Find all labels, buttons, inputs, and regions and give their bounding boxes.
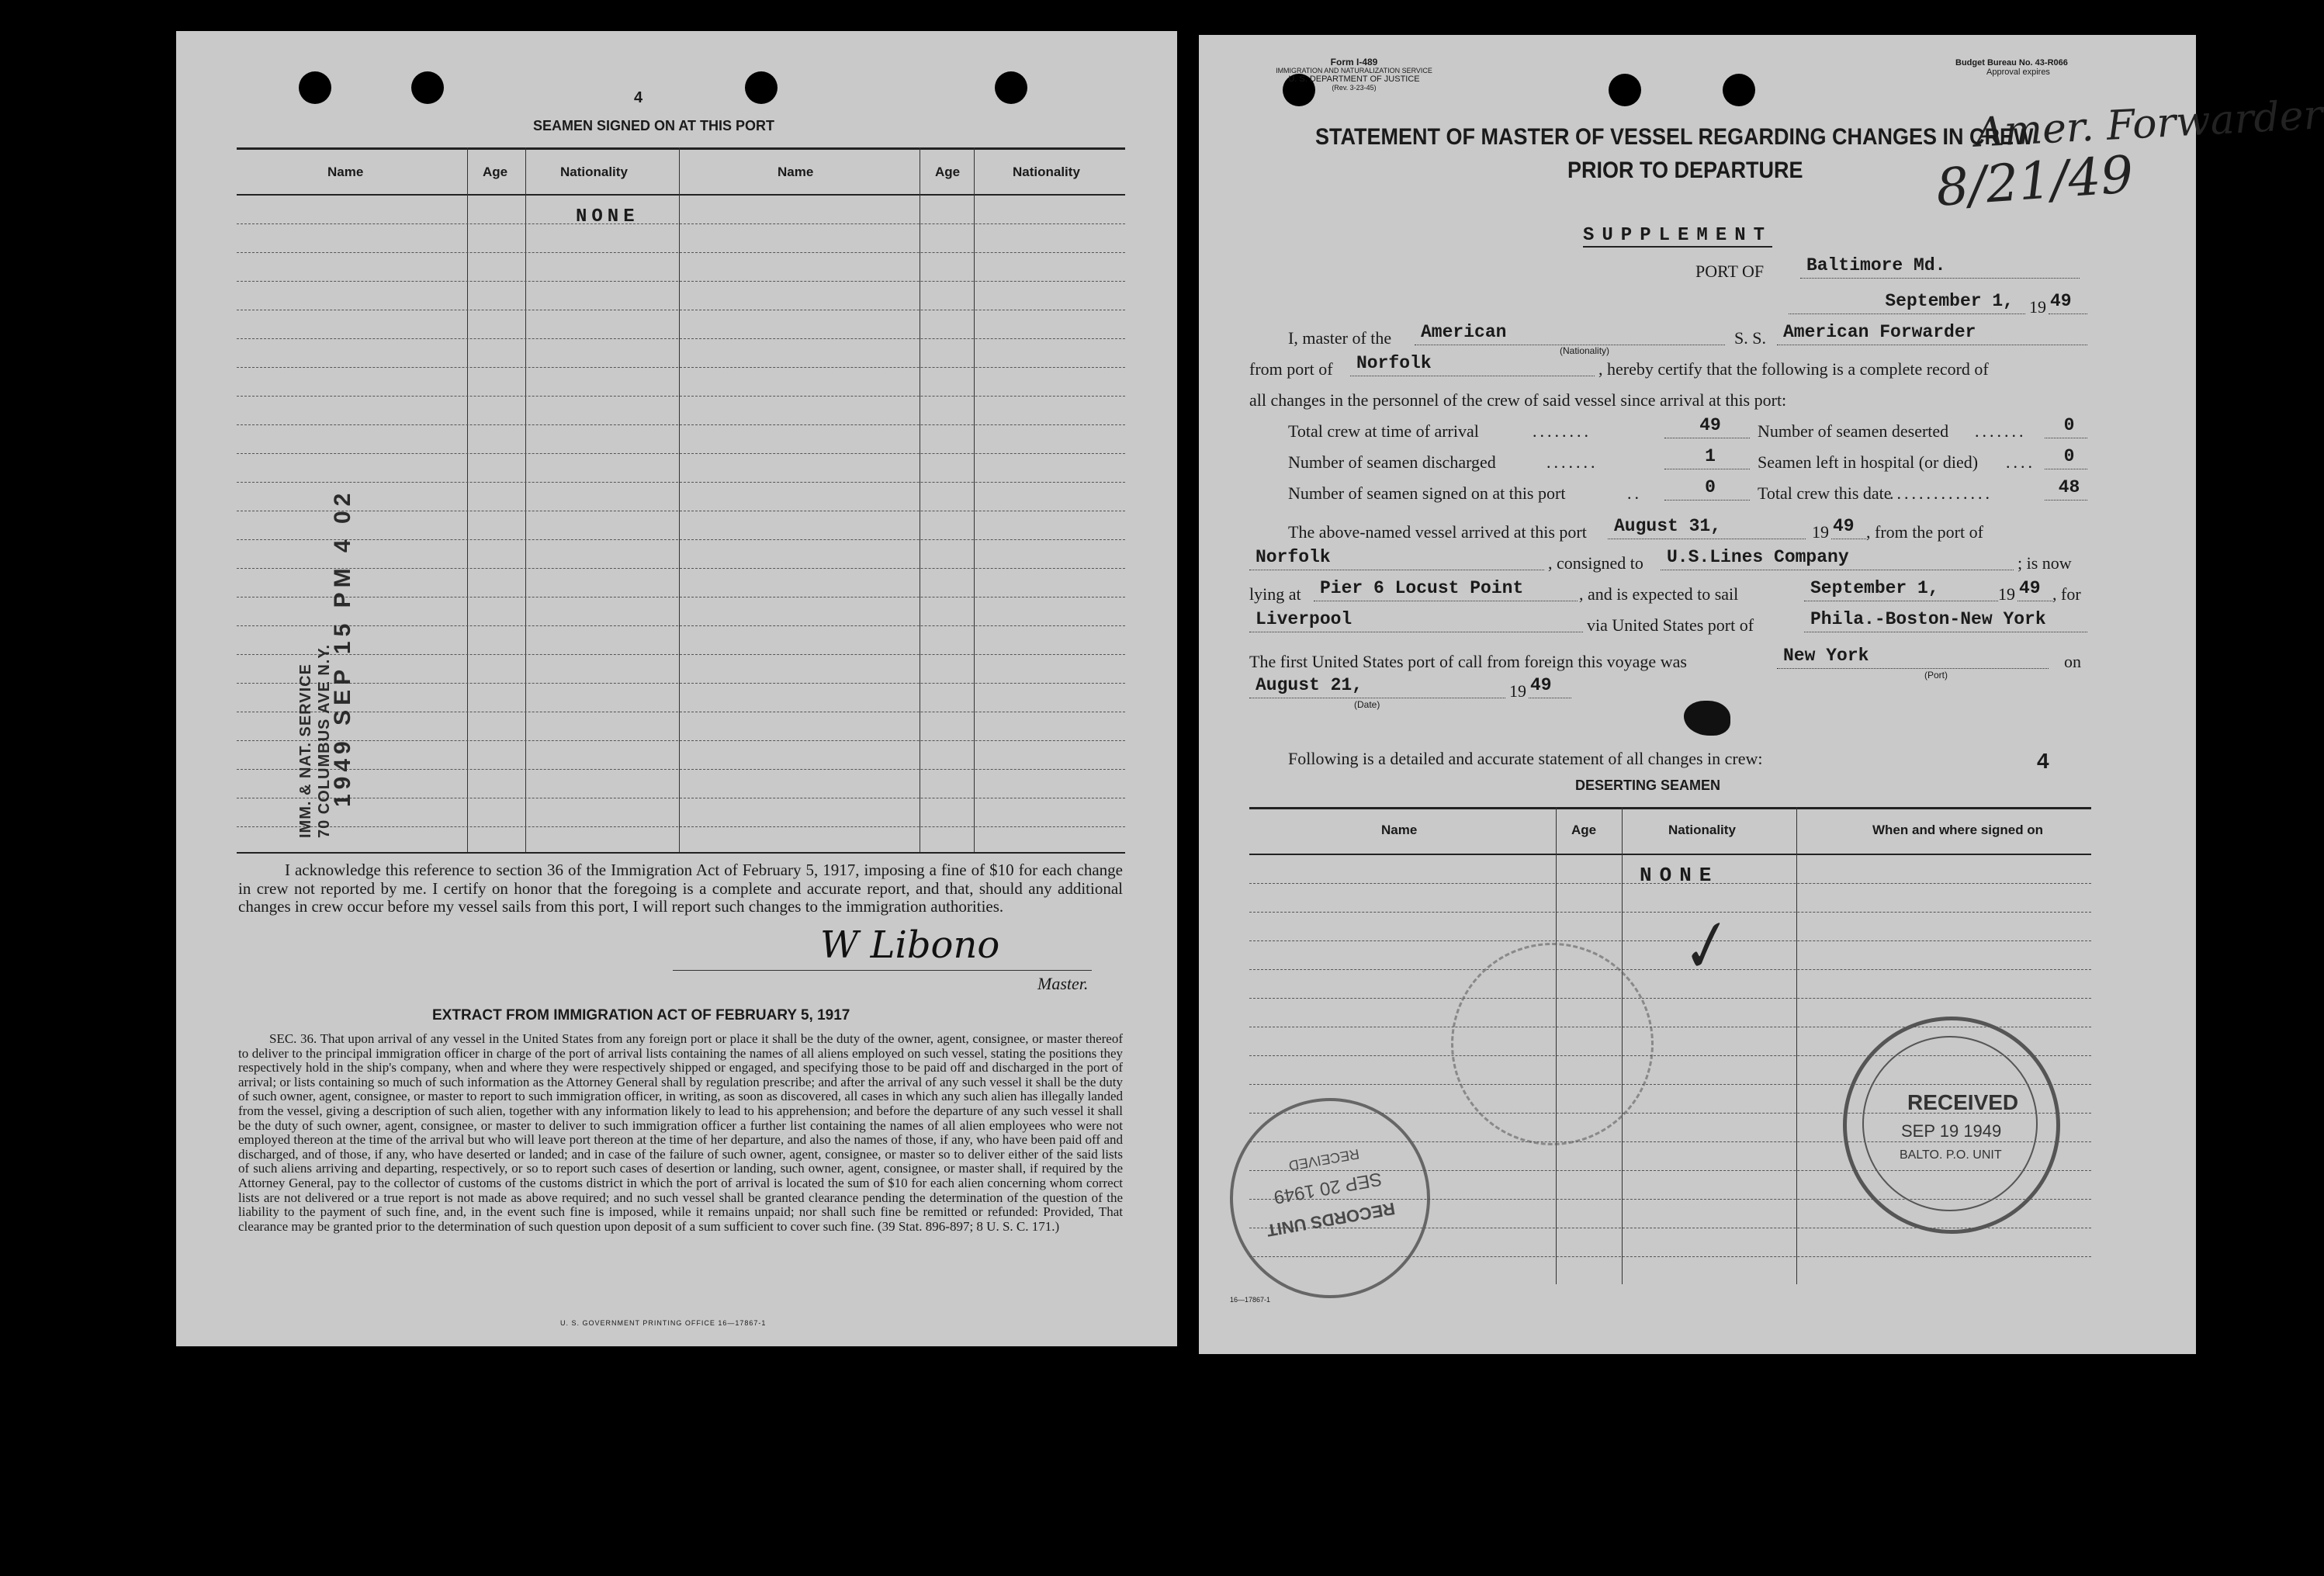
dot-leader: ..............	[1889, 483, 1993, 503]
discharged-label: Number of seamen discharged	[1288, 452, 1496, 472]
discharged-field: 1	[1664, 446, 1750, 469]
total-arrival-label: Total crew at time of arrival	[1288, 421, 1479, 441]
sail-date-field: September 1,	[1804, 578, 1998, 601]
table-row	[237, 453, 1125, 454]
table-row	[1249, 969, 2091, 970]
table-row	[237, 625, 1125, 626]
table-row	[237, 654, 1125, 655]
punch-hole	[995, 71, 1027, 104]
column-header: Name	[778, 165, 814, 179]
following-label: Following is a detailed and accurate statement of all changes in crew:	[1288, 749, 1763, 768]
table-row	[237, 281, 1125, 282]
header-rule	[237, 194, 1125, 196]
check-mark: ✓	[1665, 905, 1739, 991]
table-row	[237, 338, 1125, 339]
column-header: Name	[327, 165, 364, 179]
via-ports-field: Phila.-Boston-New York	[1804, 609, 2087, 632]
consignee-field: U.S.Lines Company	[1661, 547, 2014, 570]
budget-bureau-number: Budget Bureau No. 43-R066 Approval expires	[1955, 58, 2068, 77]
column-header: Age	[935, 165, 961, 179]
right-page	[1199, 35, 2324, 1354]
first-date-field: August 21,	[1249, 675, 1505, 698]
from-the-port-label: , from the port of	[1866, 522, 1983, 542]
section-title: SEAMEN SIGNED ON AT THIS PORT	[533, 118, 775, 133]
table-row	[237, 539, 1125, 540]
form-header: Form I-489 IMMIGRATION AND NATURALIZATION SERVICE U. S. DEPARTMENT OF JUSTICE (Rev. 3-23-45)	[1276, 57, 1432, 92]
date-caption: (Date)	[1354, 699, 1380, 710]
signed-on-field: 0	[1664, 477, 1750, 501]
punch-hole	[411, 71, 444, 104]
signature-line	[673, 970, 1092, 971]
table-row	[237, 396, 1125, 397]
punch-hole	[745, 71, 778, 104]
supplement-label: SUPPLEMENT	[1583, 225, 1773, 246]
table-top-rule	[237, 147, 1125, 150]
dot-leader: ........	[1533, 421, 1591, 441]
master-of-label: I, master of the	[1288, 328, 1392, 348]
nationality-field: American	[1415, 322, 1725, 345]
form-title-line1: STATEMENT OF MASTER OF VESSEL REGARDING CHANGES IN CREW	[1315, 124, 2034, 150]
table-row	[237, 252, 1125, 253]
handwritten-date-note: 8/21/49	[1934, 144, 2135, 218]
master-label: Master.	[1037, 974, 1089, 993]
table-row	[237, 367, 1125, 368]
extract-title: EXTRACT FROM IMMIGRATION ACT OF FEBRUARY 5, 1917	[432, 1007, 850, 1024]
acknowledgment-text: I acknowledge this reference to section 36 of the Immigration Act of February 5, 1917, imposing a fine of $10 for each change in crew not reported by me. I certify on honor that the foregoing is a complete and accurate report, and that, should any additional changes in crew occur before my vessel sails from this port, I will report such changes to the immigration authorities.	[238, 861, 1123, 916]
deserted-field: 0	[2045, 415, 2087, 438]
column-header: Name	[1381, 823, 1418, 837]
punch-hole	[1609, 74, 1641, 106]
column-divider	[974, 147, 975, 854]
column-header: Age	[483, 165, 508, 179]
deserted-label: Number of seamen deserted	[1758, 421, 1949, 441]
left-page	[176, 31, 1177, 1346]
lying-at-field: Pier 6 Locust Point	[1314, 578, 1578, 601]
arrived-label: The above-named vessel arrived at this port	[1288, 522, 1587, 542]
column-header: When and where signed on	[1872, 823, 2044, 837]
table-row	[237, 683, 1125, 684]
table-row	[237, 826, 1125, 827]
column-divider	[525, 147, 526, 854]
master-signature: W Libono	[820, 923, 1000, 967]
table-top-rule	[1249, 807, 2091, 809]
dot-leader: .......	[1975, 421, 2027, 441]
dot-leader: ....	[2006, 452, 2035, 472]
hospital-label: Seamen left in hospital (or died)	[1758, 452, 1979, 472]
first-port-field: New York	[1777, 646, 2049, 669]
column-header: Nationality	[1668, 823, 1736, 837]
on-label: on	[2064, 652, 2081, 671]
column-divider	[679, 147, 680, 854]
deserting-seamen-title: DESERTING SEAMEN	[1575, 778, 1721, 793]
table-row	[237, 482, 1125, 483]
year-prefix: 19	[2029, 297, 2046, 317]
total-date-field: 48	[2045, 477, 2087, 501]
page-number: 4	[634, 89, 643, 106]
table-row	[237, 424, 1125, 425]
destination-field: Liverpool	[1249, 609, 1583, 632]
for-label: , for	[2052, 584, 2081, 604]
hospital-field: 0	[2045, 446, 2087, 469]
dot-leader: .......	[1546, 452, 1598, 472]
consigned-label: , consigned to	[1548, 553, 1643, 573]
port-of-field: Baltimore Md.	[1800, 255, 2080, 279]
total-date-label: Total crew this date	[1758, 483, 1892, 503]
vessel-name-field: American Forwarder	[1777, 322, 2087, 345]
certify-text-line2: all changes in the personnel of the crew of said vessel since arrival at this port:	[1249, 390, 1787, 410]
dot-leader: ..	[1627, 483, 1642, 503]
from-port-label: from port of	[1249, 359, 1333, 379]
year-prefix: 19	[1509, 681, 1526, 701]
table-row	[237, 769, 1125, 770]
arrived-year-field: 49	[1831, 516, 1866, 539]
is-now-label: ; is now	[2017, 553, 2072, 573]
none-entry: NONE	[1640, 864, 1720, 887]
table-row	[1249, 912, 2091, 913]
lying-at-label: lying at	[1249, 584, 1301, 604]
page-number: 4	[2037, 749, 2049, 773]
ink-blot	[1684, 701, 1730, 736]
arrived-from-field: Norfolk	[1249, 547, 1544, 570]
year-prefix: 19	[1812, 522, 1829, 542]
faint-circular-stamp	[1451, 943, 1654, 1145]
side-receipt-stamp: IMM. & NAT. SERVICE 70 COLUMBUS AVE N.Y. 1949 SEP 15 PM 4 02	[297, 488, 355, 838]
column-header: Nationality	[1013, 165, 1080, 179]
column-divider	[467, 147, 468, 854]
printer-line: U. S. GOVERNMENT PRINTING OFFICE 16—17867-1	[560, 1319, 767, 1327]
expected-label: , and is expected to sail	[1579, 584, 1739, 604]
handwritten-vessel-note: Amer. Forwarder	[1973, 92, 2324, 157]
extract-text: SEC. 36. That upon arrival of any vessel in the United States from any foreign port or place it shall be the duty of the owner, agent, consignee, or master thereof to deliver to the principal immigration officer in charge of the port of arrival lists containing the names of all aliens employed on such vessel, stating the positions they respectively hold in the ship's company, when and where they were respectively shipped or engaged, and specifying those to be paid off and discharged in the port of arrival; or lists containing so much of such information as the Attorney General shall by regulation prescribe; and after the arrival of any such vessel it shall be the duty of such owner, agent, consignee, or master to report to such immigration officer, in writing, as soon as discovered, all cases in which any such alien has illegally landed from the vessel, giving a description of such alien, together with any information likely to lead to his apprehension; and before the departure of any such vessel it shall be the duty of such owner, agent, consignee, or master to deliver to such immigration officer a further list containing the names of all alien employees who were not employed thereon at the time of the arrival but who will leave port thereon at the time of her departure, and also the names of those, if any, who have been paid off and discharged, and of those, if any, who have deserted or landed; and in case of the failure of such owner, agent, consignee, or master so to deliver either of the said lists of such aliens arriving and departing, respectively, or so to report such cases of desertion or landing, such owner, agent, consignee, or master shall, if required by the Attorney General, pay to the collector of customs of the customs district in which the port of arrival is located the sum of $10 for each alien concerning whom correct lists are not delivered or a true report is not made as above required; and no such vessel shall be granted clearance pending the determination of the question of the liability to the payment of such fine, and, in the event such fine is imposed, while it remains unpaid; nor shall such fine be remitted or refunded: Provided, That clearance may be granted prior to the determination of such question upon deposit of a sum sufficient to cover such fine. (39 Stat. 896-897; 8 U. S. C. 171.)	[238, 1031, 1123, 1234]
table-row	[1249, 998, 2091, 999]
sail-year-field: 49	[2017, 578, 2052, 601]
punch-hole	[299, 71, 331, 104]
column-divider	[1796, 807, 1797, 1284]
footer-code: 16—17867-1	[1230, 1296, 1271, 1304]
first-year-field: 49	[1529, 675, 1571, 698]
received-stamp: RECEIVED SEP 19 1949 BALTO. P.O. UNIT	[1843, 1017, 2060, 1234]
total-arrival-field: 49	[1664, 415, 1750, 438]
column-header: Age	[1571, 823, 1597, 837]
first-port-label: The first United States port of call from foreign this voyage was	[1249, 652, 1687, 671]
punch-hole	[1723, 74, 1755, 106]
table-row	[237, 740, 1125, 741]
table-bottom-rule	[237, 852, 1125, 854]
port-of-label: PORT OF	[1695, 262, 1765, 281]
nationality-caption: (Nationality)	[1560, 345, 1610, 356]
year-prefix: 19	[1998, 584, 2015, 604]
table-row	[237, 223, 1125, 224]
records-unit-stamp: RECORDS UNIT SEP 20 1949 RECEIVED	[1214, 1082, 1446, 1314]
arrived-date-field: August 31,	[1608, 516, 1806, 539]
statement-date-field: September 1,	[1789, 291, 2025, 314]
none-entry: NONE	[576, 206, 639, 227]
via-label: via United States port of	[1587, 615, 1754, 635]
signed-on-label: Number of seamen signed on at this port	[1288, 483, 1566, 503]
column-header: Nationality	[560, 165, 628, 179]
ss-label: S. S.	[1734, 328, 1766, 348]
port-caption: (Port)	[1924, 670, 1948, 681]
header-rule	[1249, 854, 2091, 855]
table-row	[1249, 940, 2091, 941]
form-title-line2: PRIOR TO DEPARTURE	[1567, 158, 1803, 183]
certify-text: , hereby certify that the following is a complete record of	[1598, 359, 1989, 379]
table-row	[237, 568, 1125, 569]
statement-year-field: 49	[2049, 291, 2087, 314]
from-port-field: Norfolk	[1350, 353, 1595, 376]
